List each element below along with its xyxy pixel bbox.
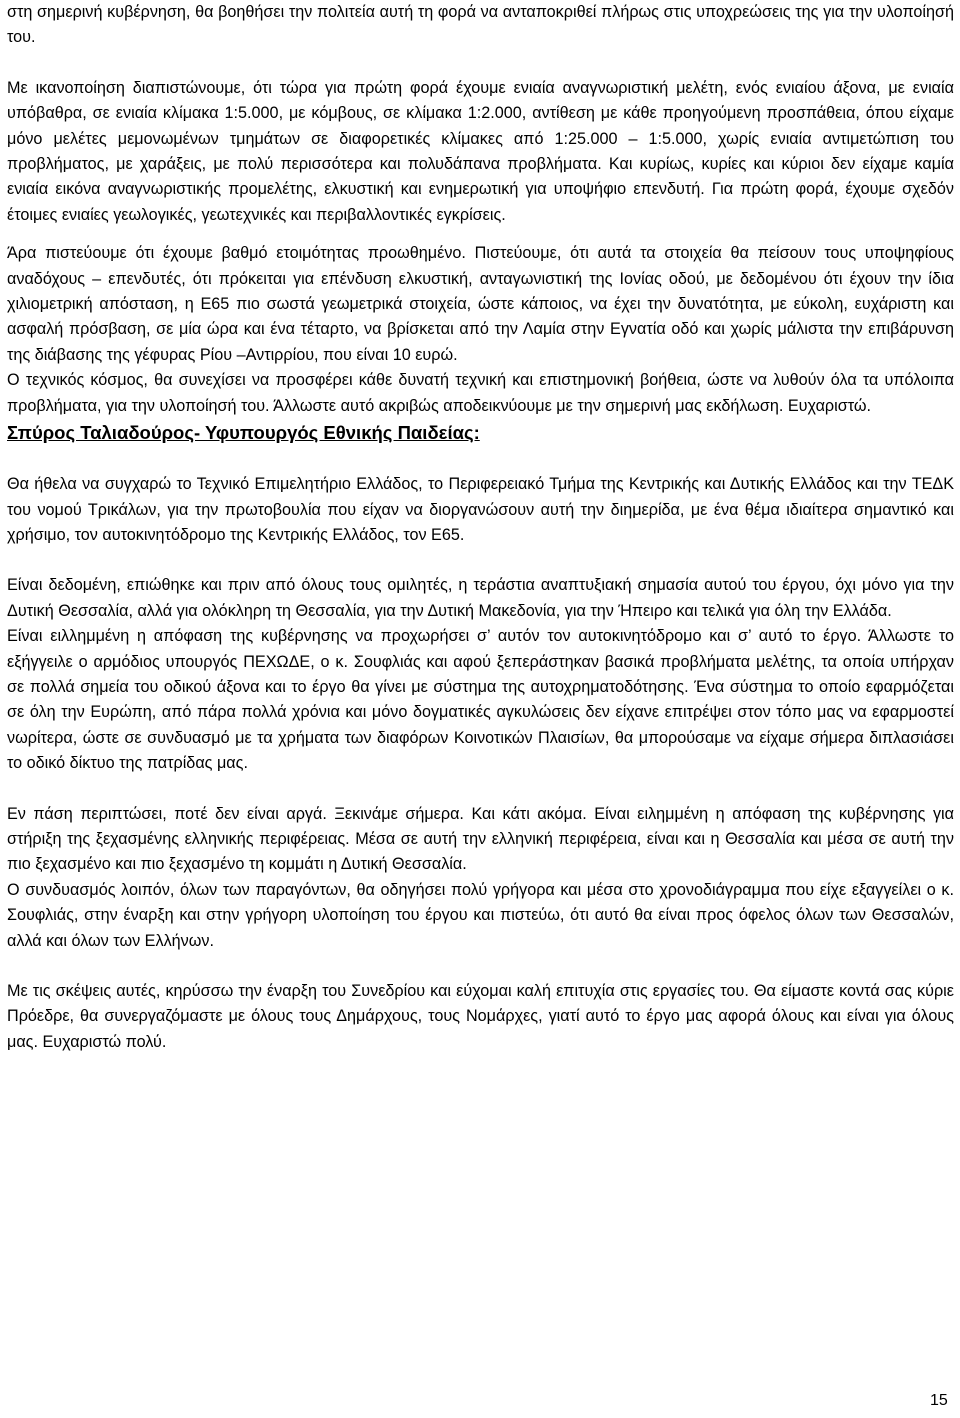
page-number: 15 — [930, 1392, 948, 1409]
paragraph-4: Ο τεχνικός κόσμος, θα συνεχίσει να προσφέρει κάθε δυνατή τεχνική και επιστημονική βοήθεια, ώστε να λυθούν όλα τα υπόλοιπα προβλήματα, για την υλοποίησή του. Άλλωστε αυτό ακριβώς αποδεικνύουμε με την σημερινή μας εκδήλωση. Ευχαριστώ. — [7, 371, 954, 415]
speech-paragraph-3: Είναι ειλλημμένη η απόφαση της κυβέρνησης να προχωρήσει σ’ αυτόν τον αυτοκινητόδρομο και σ’ αυτό το έργο. Άλλωστε το εξήγγειλε ο αρμόδιος υπουργός ΠΕΧΩΔΕ, ο κ. Σουφλιάς και αφού ξεπεράστηκαν βασικά προβλήματα μελέτης, τα οποία υπήρχαν σε πολλά σημεία του οδικού άξονα και το έργο θα γίνει με σύστημα της αυτοχρηματοδότησης. Ένα σύστημα το οποίο εφαρμόζεται σε όλη την Ευρώπη, από πάρα πολλά χρόνια και μόνο δογματικές αγκυλώσεις δεν είχανε επιτρέψει στον τόπο μας να εφαρμοστεί νωρίτερα, ώστε σε συνδυασμό με τα χρήματα των διαφόρων Κοινοτικών Πλαισίων, θα μπορούσαμε να είχαμε σήμερα διπλασιάσει το οδικό δίκτυο της πατρίδας μας. — [7, 627, 954, 773]
speech-paragraph-2: Είναι δεδομένη, επιώθηκε και πριν από όλους τους ομιλητές, η τεράστια αναπτυξιακή σημασία αυτού του έργου, όχι μόνο για την Δυτική Θεσσαλία, αλλά για ολόκληρη τη Θεσσαλία, για την Δυτική Μακεδονία, για την Ήπειρο και τελικά για όλη την Ελλάδα. — [7, 576, 954, 620]
paragraph-3: Άρα πιστεύουμε ότι έχουμε βαθμό ετοιμότητας προωθημένο. Πιστεύουμε, ότι αυτά τα στοιχεία θα πείσουν τους υποψηφίους αναδόχους – επενδυτές, ότι πρόκειται για επένδυση ελκυστική, ανταγωνιστική της Ιονίας οδού, με δεδομένου ότι έχουν την ίδια χιλιομετρική απόσταση, η Ε65 πιο σωστά γεωμετρικά στοιχεία, ώστε κάποιος, να έχει την δυνατότητα, με εύκολη, ευχάριστη και ασφαλή πρόσβαση, σε μία ώρα και ένα τέταρτο, να βρίσκεται από την Λαμία στην Εγνατία οδό και χωρίς μάλιστα την επιβάρυνση της διάβασης της γέφυρας Ρίου –Αντιρρίου, που είναι 10 ευρώ. — [7, 244, 954, 364]
speech-paragraph-1: Θα ήθελα να συγχαρώ το Τεχνικό Επιμελητήριο Ελλάδος, το Περιφερειακό Τμήμα της Κεντρικής και Δυτικής Ελλάδος και την ΤΕΔΚ του νομού Τρικάλων, για την πρωτοβουλία που είχαν να διοργανώσουν αυτή την διημερίδα, με ένα θέμα ιδιαίτερα σημαντικό και χρήσιμο, τον αυτοκινητόδρομο της Κεντρικής Ελλάδος, τον Ε65. — [7, 475, 954, 544]
document-page — [7, 0, 954, 1055]
speech-paragraph-6: Με τις σκέψεις αυτές, κηρύσσω την έναρξη του Συνεδρίου και εύχομαι καλή επιτυχία στις εργασίες του. Θα είμαστε κοντά σας κύριε Πρόεδρε, θα συνεργαζόμαστε με όλους τους Δημάρχους, τους Νομάρχες, γιατί αυτό το έργο μας αφορά όλους και είναι για όλους μας. Ευχαριστώ πολύ. — [7, 982, 954, 1051]
speech-paragraph-4: Εν πάση περιπτώσει, ποτέ δεν είναι αργά. Ξεκινάμε σήμερα. Και κάτι ακόμα. Είναι ειλημμένη η απόφαση της κυβέρνησης για στήριξη της ξεχασμένης ελληνικής περιφέρειας. Μέσα σε αυτή την ελληνική περιφέρεια, είναι και η Θεσσαλία και μέσα σε αυτή την πιο ξεχασμένο και πιο ξεχασμένο τη κομμάτι η Δυτική Θεσσαλία. — [7, 804, 954, 874]
speech-paragraph-5: Ο συνδυασμός λοιπόν, όλων των παραγόντων, θα οδηγήσει πολύ γρήγορα και μέσα στο χρονοδιάγραμμα που είχε εξαγγείλει ο κ. Σουφλιάς, στην έναρξη και στην γρήγορη υλοποίηση του έργου και πιστεύω, ότι αυτό θα είναι προς όφελος όλων των Θεσσαλών, αλλά και όλων των Ελλήνων. — [7, 880, 954, 950]
paragraph-2: Με ικανοποίηση διαπιστώνουμε, ότι τώρα για πρώτη φορά έχουμε ενιαία αναγνωριστική μελέτη, ενός ενιαίου άξονα, με ενιαία υπόβαθρα, σε ενιαία κλίμακα 1:5.000, με κόμβους, σε κλίμακα 1:2.000, αντίθεση με κάθε προηγούμενη προσπάθεια, όπου είχαμε μόνο μελέτες μεμονωμένων τμημάτων σε διαφορετικές κλίμακες από 1:25.000 – 1:5.000, χωρίς ενιαία αντιμετώπιση του προβλήματος, με χαράξεις, με πολύ περισσότερα και πολυδάπανα προβλήματα. Και κυρίως, κυρίες και κύριοι δεν είχαμε καμία ενιαία εικόνα αναγνωριστικής προμελέτης, ελκυστική και ενημερωτική για υποψήφιο επενδυτή. Για πρώτη φορά, έχουμε σχεδόν έτοιμες ενιαίες γεωλογικές, γεωτεχνικές και περιβαλλοντικές εγκρίσεις. — [7, 78, 954, 224]
paragraph-1: στη σημερινή κυβέρνηση, θα βοηθήσει την πολιτεία αυτή τη φορά να ανταποκριθεί πλήρως στις υποχρεώσεις της για την υλοποίησή του. — [7, 3, 954, 47]
speaker-heading: Σπύρος Ταλιαδούρος- Υφυπουργός Εθνικής Παιδείας: — [7, 422, 480, 444]
